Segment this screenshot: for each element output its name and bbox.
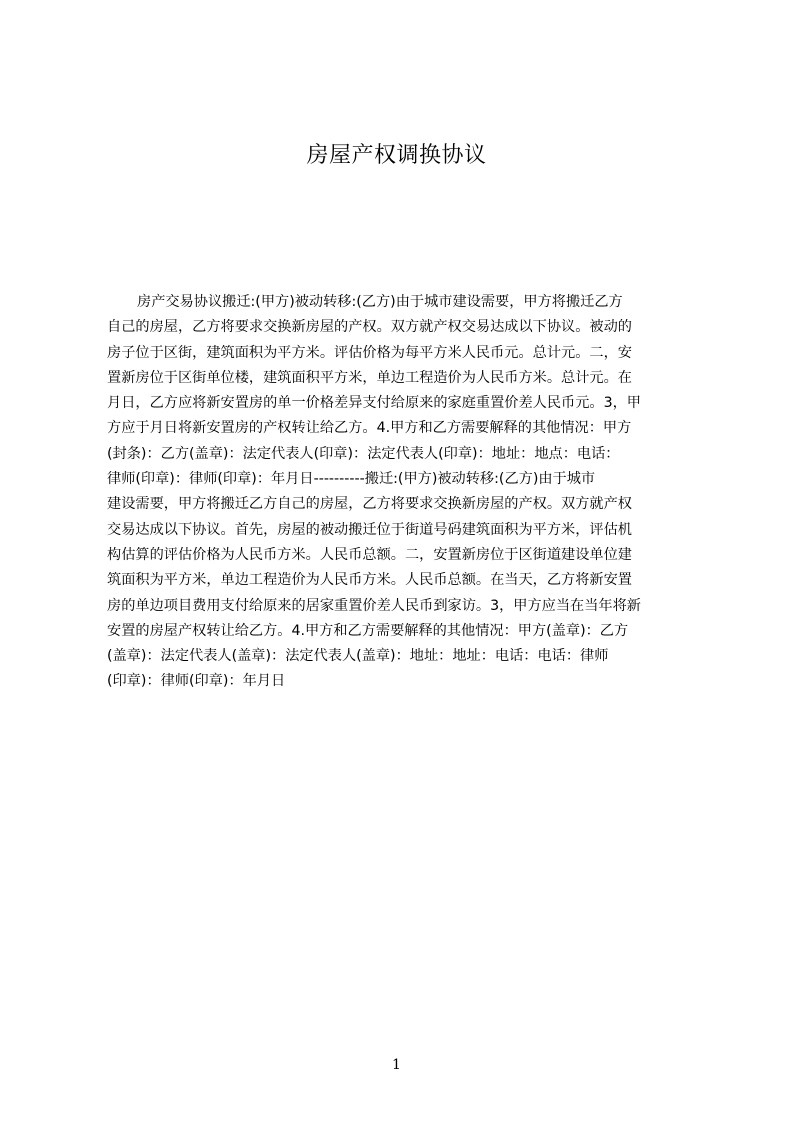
body-line: 筑面积为平方米，单边工程造价为人民币方米。人民币总额。在当天，乙方将新安置 <box>107 572 632 589</box>
body-line: 自己的房屋，乙方将要求交换新房屋的产权。双方就产权交易达成以下协议。被动的 <box>107 319 632 336</box>
body-line: 月日，乙方应将新安置房的单一价格差异支付给原来的家庭重置价差人民币元。3，甲 <box>107 395 641 412</box>
body-line: (盖章)：法定代表人(盖章)：法定代表人(盖章)：地址：地址：电话：电话：律师 <box>107 648 609 665</box>
body-line: 方应于月日将新安置房的产权转让给乙方。4.甲方和乙方需要解释的其他情况：甲方 <box>107 420 632 437</box>
page-number: 1 <box>392 1057 401 1073</box>
body-line: (印章)：律师(印章)：年月日 <box>107 673 286 690</box>
body-line: 房子位于区街，建筑面积为平方米。评估价格为每平方米人民币元。总计元。二，安 <box>107 344 632 361</box>
body-line: 构估算的评估价格为人民币方米。人民币总额。二，安置新房位于区街道建设单位建 <box>107 546 632 563</box>
body-line: 房产交易协议搬迁:(甲方)被动转移:(乙方)由于城市建设需要，甲方将搬迁乙方 <box>137 294 623 310</box>
body-line: 律师(印章)：律师(印章)：年月日----------搬迁:(甲方)被动转移:(乙方)由于城市 <box>107 471 596 488</box>
body-line: 置新房位于区街单位楼，建筑面积平方米，单边工程造价为人民币方米。总计元。在 <box>107 369 632 386</box>
document-title: 房屋产权调换协议 <box>306 143 487 168</box>
body-line: 交易达成以下协议。首先，房屋的被动搬迁位于街道号码建筑面积为平方米，评估机 <box>107 521 632 538</box>
body-line: 建设需要，甲方将搬迁乙方自己的房屋，乙方将要求交换新房屋的产权。双方就产权 <box>107 496 632 513</box>
body-line: 安置的房屋产权转让给乙方。4.甲方和乙方需要解释的其他情况：甲方(盖章)：乙方 <box>107 622 629 639</box>
body-line: (封条)：乙方(盖章)：法定代表人(印章)：法定代表人(印章)：地址：地点：电话： <box>107 445 620 462</box>
body-line: 房的单边项目费用支付给原来的居家重置价差人民币到家访。3，甲方应当在当年将新 <box>107 597 641 614</box>
document-body <box>107 290 699 730</box>
